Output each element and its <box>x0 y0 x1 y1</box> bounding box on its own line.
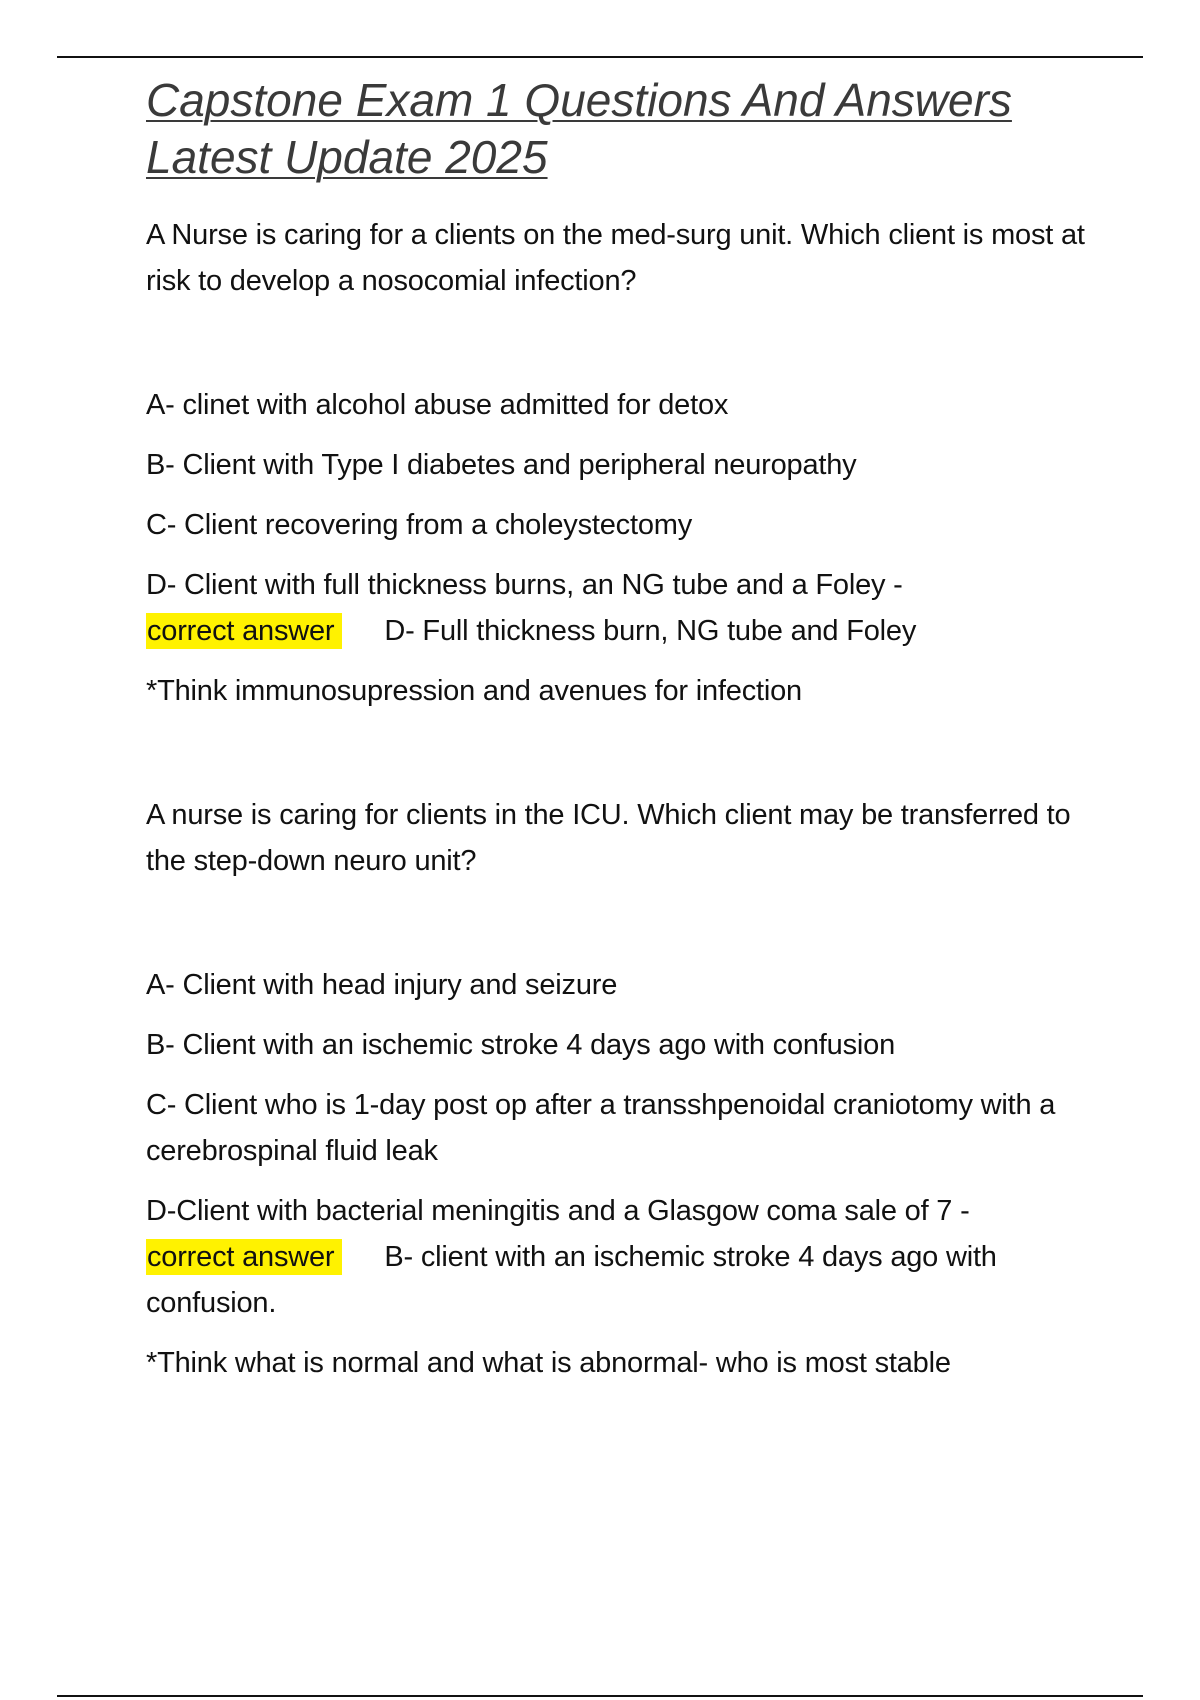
top-rule <box>57 56 1143 58</box>
option-c: C- Client who is 1-day post op after a transshpenoidal craniotomy with a cerebrospinal fluid leak <box>146 1089 1056 1167</box>
bottom-rule <box>57 1695 1143 1697</box>
option-b: B- Client with an ischemic stroke 4 days ago with confusion <box>146 1029 895 1061</box>
correct-answer-highlight: correct answer <box>146 1239 342 1275</box>
option-d: D- Client with full thickness burns, an NG tube and a Foley - <box>146 569 903 601</box>
title-line-1: Capstone Exam 1 Questions And Answers <box>146 74 1012 126</box>
question-text: A nurse is caring for clients in the ICU. Which client may be transferred to the step-down neuro unit? <box>146 799 1071 877</box>
question-block-1 <box>146 212 1086 714</box>
option-c: C- Client recovering from a choleystectomy <box>146 509 693 541</box>
option-a: A- clinet with alcohol abuse admitted for detox <box>146 389 729 421</box>
question-text: A Nurse is caring for a clients on the med-surg unit. Which client is most at risk to develop a nosocomial infection? <box>146 219 1085 297</box>
study-tip: *Think what is normal and what is abnormal- who is most stable <box>146 1347 951 1379</box>
option-d: D-Client with bacterial meningitis and a Glasgow coma sale of 7 - <box>146 1195 970 1227</box>
document-title <box>146 72 1086 186</box>
option-d-with-answer <box>146 1188 1086 1326</box>
document-body <box>146 72 1086 1386</box>
option-d-with-answer <box>146 562 1086 654</box>
title-line-2: Latest Update 2025 <box>146 131 548 183</box>
answer-text: D- Full thickness burn, NG tube and Foley <box>384 615 917 647</box>
correct-answer-highlight: correct answer <box>146 613 342 649</box>
option-b: B- Client with Type I diabetes and peripheral neuropathy <box>146 449 857 481</box>
answer-text: B- client with an ischemic stroke 4 days ago with confusion. <box>146 1241 997 1319</box>
study-tip: *Think immunosupression and avenues for infection <box>146 675 802 707</box>
question-block-2 <box>146 792 1086 1386</box>
option-a: A- Client with head injury and seizure <box>146 969 618 1001</box>
